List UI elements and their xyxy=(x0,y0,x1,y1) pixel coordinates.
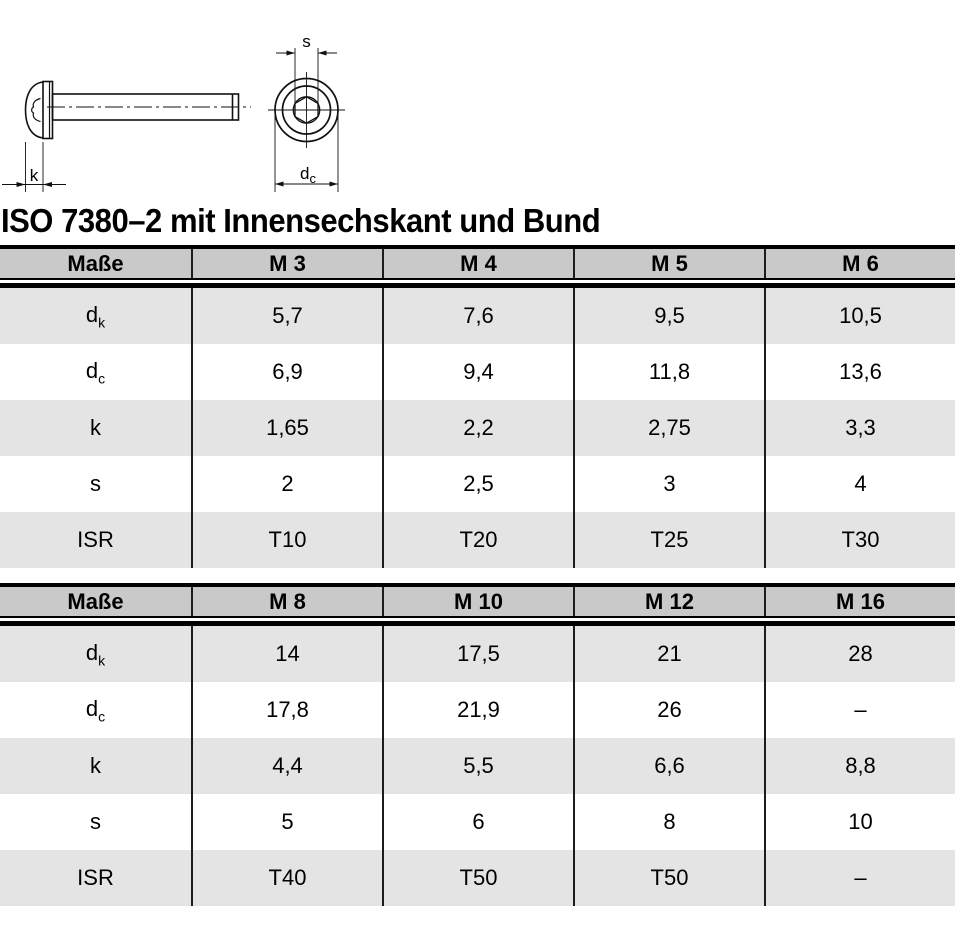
table-row xyxy=(0,850,955,906)
value-cell: 17,8 xyxy=(191,682,382,738)
spec-table xyxy=(0,583,955,906)
header-separator xyxy=(0,618,955,626)
value-cell: 2 xyxy=(191,456,382,512)
value-cell: 10,5 xyxy=(764,288,955,344)
measure-column-header: Maße xyxy=(67,251,124,276)
row-label: $d_k$ xyxy=(85,301,106,331)
page-title: ISO 7380–2 mit Innensechskant und Bund xyxy=(0,202,601,239)
value-cell: 8 xyxy=(573,794,764,850)
column-header: M 12 xyxy=(573,587,764,616)
head-dome-outline xyxy=(26,82,44,138)
value-cell: T40 xyxy=(191,850,382,906)
value-cell: 5,5 xyxy=(382,738,573,794)
measure-column-header: Maße xyxy=(67,589,124,614)
s-arrow-right-icon xyxy=(318,51,327,56)
table-row xyxy=(0,456,955,512)
dimension-s-label: s xyxy=(302,32,311,51)
row-label: $d_c$ xyxy=(85,357,106,387)
row-label: ISR xyxy=(77,527,114,552)
dimension-k-label: k xyxy=(29,166,39,185)
hex-socket-profile xyxy=(32,99,41,122)
value-cell: 2,75 xyxy=(573,400,764,456)
value-cell: 6,9 xyxy=(191,344,382,400)
spec-tables xyxy=(0,245,955,906)
table-row xyxy=(0,794,955,850)
column-header: M 10 xyxy=(382,587,573,616)
row-label: k xyxy=(90,415,101,440)
s-arrow-left-icon xyxy=(287,51,296,56)
value-cell: T30 xyxy=(764,512,955,568)
value-cell: 6 xyxy=(382,794,573,850)
value-cell: T20 xyxy=(382,512,573,568)
value-cell: 10 xyxy=(764,794,955,850)
value-cell: 2,2 xyxy=(382,400,573,456)
column-header: M 4 xyxy=(382,249,573,278)
dc-arrow-right-icon xyxy=(330,182,339,187)
column-header: M 16 xyxy=(764,587,955,616)
row-label: s xyxy=(90,809,101,834)
value-cell: – xyxy=(764,682,955,738)
table-row xyxy=(0,344,955,400)
value-cell: T10 xyxy=(191,512,382,568)
table-header-row xyxy=(0,245,955,280)
value-cell: 9,4 xyxy=(382,344,573,400)
header-separator xyxy=(0,280,955,288)
value-cell: 3 xyxy=(573,456,764,512)
table-body xyxy=(0,626,955,906)
table-row xyxy=(0,626,955,682)
value-cell: 17,5 xyxy=(382,626,573,682)
value-cell: 14 xyxy=(191,626,382,682)
row-label: s xyxy=(90,471,101,496)
value-cell: T25 xyxy=(573,512,764,568)
value-cell: 4,4 xyxy=(191,738,382,794)
table-row xyxy=(0,738,955,794)
technical-drawing xyxy=(0,0,955,202)
value-cell: 5,7 xyxy=(191,288,382,344)
value-cell: 7,6 xyxy=(382,288,573,344)
row-label: k xyxy=(90,753,101,778)
value-cell: 8,8 xyxy=(764,738,955,794)
column-header: M 6 xyxy=(764,249,955,278)
column-header: M 5 xyxy=(573,249,764,278)
value-cell: 6,6 xyxy=(573,738,764,794)
column-header: M 3 xyxy=(191,249,382,278)
k-arrow-right-icon xyxy=(43,182,52,187)
spec-table xyxy=(0,245,955,568)
value-cell: – xyxy=(764,850,955,906)
dc-arrow-left-icon xyxy=(275,182,284,187)
value-cell: 4 xyxy=(764,456,955,512)
value-cell: 28 xyxy=(764,626,955,682)
value-cell: 11,8 xyxy=(573,344,764,400)
table-row xyxy=(0,682,955,738)
value-cell: 5 xyxy=(191,794,382,850)
row-label: $d_c$ xyxy=(85,695,106,725)
table-row xyxy=(0,288,955,344)
value-cell: 26 xyxy=(573,682,764,738)
row-label: $d_k$ xyxy=(85,639,106,669)
value-cell: T50 xyxy=(382,850,573,906)
table-body xyxy=(0,288,955,568)
dimension-dc-label: $d_c$ xyxy=(300,164,316,186)
value-cell: 1,65 xyxy=(191,400,382,456)
value-cell: 9,5 xyxy=(573,288,764,344)
value-cell: 21 xyxy=(573,626,764,682)
value-cell: 2,5 xyxy=(382,456,573,512)
screw-end-view xyxy=(268,72,345,148)
column-header: M 8 xyxy=(191,587,382,616)
value-cell: T50 xyxy=(573,850,764,906)
table-header-row xyxy=(0,583,955,618)
value-cell: 3,3 xyxy=(764,400,955,456)
value-cell: 21,9 xyxy=(382,682,573,738)
screw-drawing-svg xyxy=(0,0,955,202)
k-arrow-left-icon xyxy=(17,182,26,187)
screw-side-view xyxy=(26,82,252,139)
value-cell: 13,6 xyxy=(764,344,955,400)
row-label: ISR xyxy=(77,865,114,890)
flange-outline xyxy=(43,82,53,139)
table-row xyxy=(0,512,955,568)
table-row xyxy=(0,400,955,456)
